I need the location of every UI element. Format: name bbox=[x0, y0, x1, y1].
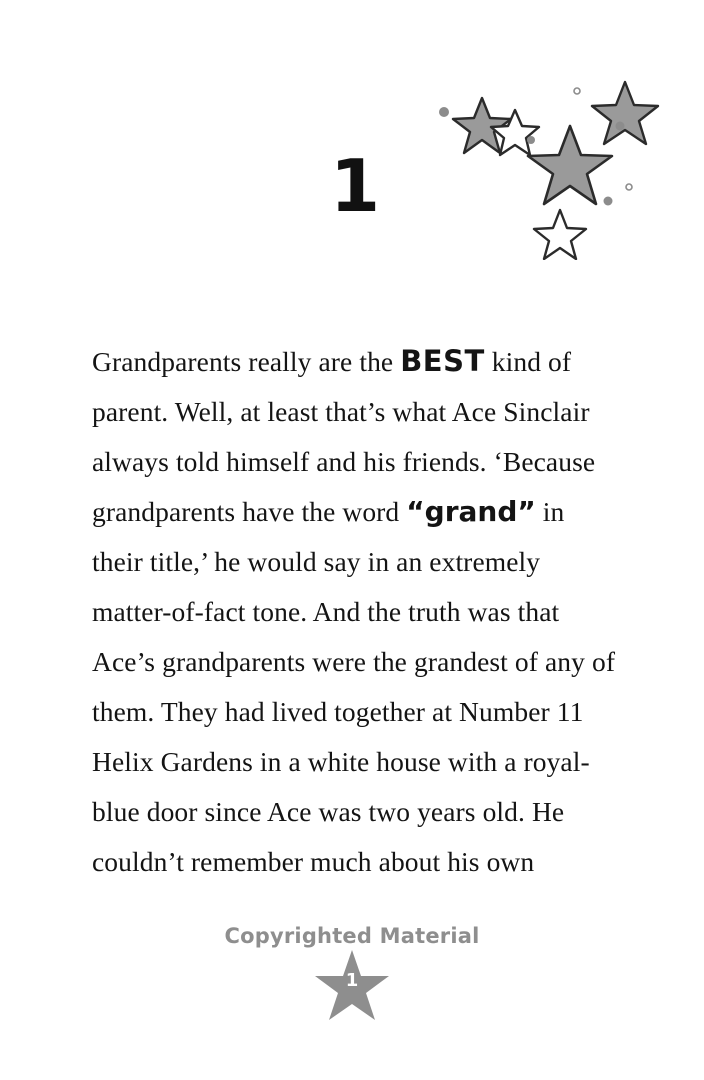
chapter-number: 1 bbox=[330, 144, 380, 228]
page-footer bbox=[0, 924, 704, 1034]
chapter-body-text bbox=[92, 336, 620, 887]
text-segment-2: kind of parent. Well, at least that’s what Ace Sinclair always told himself and his friends. ‘Because grandparents have the word bbox=[92, 346, 596, 527]
emphasis-grand: “grand” bbox=[406, 495, 536, 528]
star-cluster-icon bbox=[420, 60, 670, 260]
paragraph bbox=[92, 336, 620, 887]
copyright-watermark: Copyrighted Material bbox=[224, 924, 480, 948]
text-segment-3: in their title,’ he would say in an extremely matter-of-fact tone. And the truth was that Ace’s grandparents were the grandest of any of them. They had lived together at Number 11 Helix Gardens in a white house with a royal-blue door since Ace was two years old. He couldn’t remember much about his own bbox=[92, 496, 616, 877]
page-number: 1 bbox=[345, 970, 359, 991]
text-segment-1: Grandparents really are the bbox=[92, 346, 401, 377]
emphasis-best: BEST bbox=[400, 344, 485, 378]
